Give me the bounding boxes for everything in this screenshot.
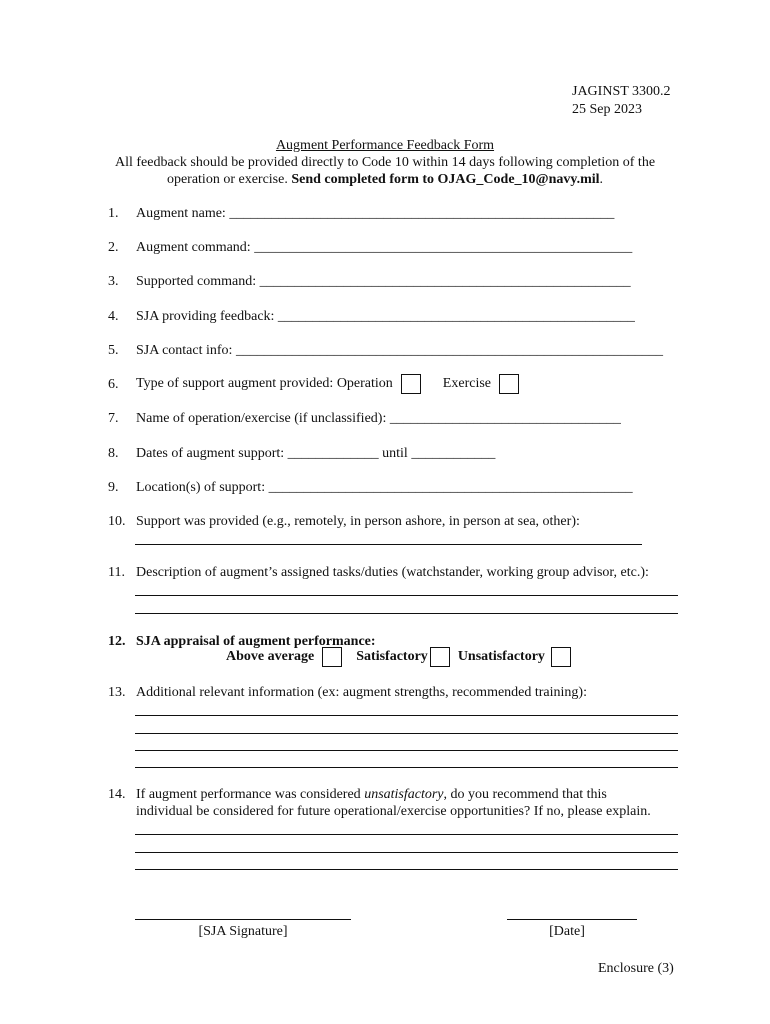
item-number: 9. [108, 480, 119, 495]
field-label: SJA contact info: [136, 343, 236, 358]
item-number: 1. [108, 206, 119, 221]
field-label: Additional relevant information (ex: augment strengths, recommended training): [136, 685, 587, 700]
intro-line-1: All feedback should be provided directly to Code 10 within 14 days following completion of the [114, 155, 656, 170]
question-text: If augment performance was considered [136, 787, 365, 802]
field-label: Supported command: [136, 274, 260, 289]
field-label [136, 786, 651, 820]
item-number: 7. [108, 411, 119, 426]
item-number: 12. [108, 634, 126, 649]
field-label: Name of operation/exercise (if unclassified): [136, 411, 390, 426]
sja-contact-blank[interactable]: _____________________________________________________________ [235, 343, 663, 358]
above-average-checkbox[interactable] [322, 647, 342, 667]
form-intro [100, 154, 670, 188]
unsatisfactory-emphasis: unsatisfactory [364, 787, 444, 802]
field-label: Dates of augment support: [136, 446, 288, 461]
above-average-label: Above average [226, 649, 315, 665]
support-provided-line[interactable] [135, 544, 642, 545]
date-line[interactable] [507, 919, 637, 920]
exercise-label: Exercise [442, 376, 491, 392]
enclosure-label: Enclosure (3) [598, 961, 674, 976]
date-label: [Date] [549, 924, 585, 939]
item-number: 8. [108, 446, 119, 461]
item-number: 14. [108, 787, 126, 802]
additional-info-line[interactable] [135, 715, 678, 716]
supported-command-blank[interactable]: _____________________________________________________ [259, 274, 631, 289]
recommendation-line[interactable] [135, 834, 678, 835]
field-label: SJA providing feedback: [136, 309, 278, 324]
item-number: 2. [108, 240, 119, 255]
task-description-line[interactable] [135, 595, 678, 596]
augment-name-blank[interactable]: _______________________________________________________ [229, 206, 615, 221]
field-label: Type of support augment provided: Operation [136, 376, 393, 392]
unsatisfactory-checkbox[interactable] [551, 647, 571, 667]
document-reference [572, 83, 671, 119]
field-label: Augment name: [136, 206, 230, 221]
end-date-blank[interactable]: ____________ [411, 446, 496, 461]
intro-text: operation or exercise. [166, 172, 292, 187]
additional-info-line[interactable] [135, 733, 678, 734]
satisfactory-label: Satisfactory [356, 649, 428, 665]
recommendation-line[interactable] [135, 852, 678, 853]
intro-line-2 [100, 171, 670, 188]
exercise-checkbox[interactable] [499, 374, 519, 394]
until-label: until [378, 446, 412, 461]
location-blank[interactable]: ____________________________________________________ [268, 480, 633, 495]
submit-instruction: Send completed form to OJAG_Code_10@navy.mil [291, 172, 600, 187]
item-number: 13. [108, 685, 126, 700]
additional-info-line[interactable] [135, 767, 678, 768]
item-number: 3. [108, 274, 119, 289]
form-title: Augment Performance Feedback Form [275, 138, 495, 153]
signature-label: [SJA Signature] [198, 924, 288, 939]
item-number: 5. [108, 343, 119, 358]
satisfactory-checkbox[interactable] [430, 647, 450, 667]
instruction-number: JAGINST 3300.2 [572, 84, 671, 99]
augment-command-blank[interactable]: ______________________________________________________ [254, 240, 633, 255]
question-text: , do you recommend that this [443, 787, 607, 802]
signature-line[interactable] [135, 919, 351, 920]
field-label: SJA appraisal of augment performance: [136, 634, 376, 649]
additional-info-line[interactable] [135, 750, 678, 751]
start-date-blank[interactable]: _____________ [287, 446, 379, 461]
item-number: 11. [108, 565, 125, 580]
intro-period: . [599, 172, 604, 187]
task-description-line[interactable] [135, 613, 678, 614]
document-date: 25 Sep 2023 [572, 102, 642, 117]
field-label: Support was provided (e.g., remotely, in person ashore, in person at sea, other): [136, 514, 580, 529]
operation-name-blank[interactable]: _________________________________ [389, 411, 621, 426]
unsatisfactory-label: Unsatisfactory [457, 649, 545, 665]
recommendation-line[interactable] [135, 869, 678, 870]
sja-name-blank[interactable]: ___________________________________________________ [277, 309, 635, 324]
field-label: Augment command: [136, 240, 255, 255]
item-number: 6. [108, 377, 119, 392]
operation-checkbox[interactable] [401, 374, 421, 394]
appraisal-options [226, 647, 571, 667]
field-label: Location(s) of support: [136, 480, 269, 495]
item-number: 10. [108, 514, 126, 529]
question-text: individual be considered for future operational/exercise opportunities? If no, please explain. [136, 804, 651, 819]
field-label: Description of augment’s assigned tasks/duties (watchstander, working group advisor, etc.): [136, 565, 649, 580]
item-number: 4. [108, 309, 119, 324]
